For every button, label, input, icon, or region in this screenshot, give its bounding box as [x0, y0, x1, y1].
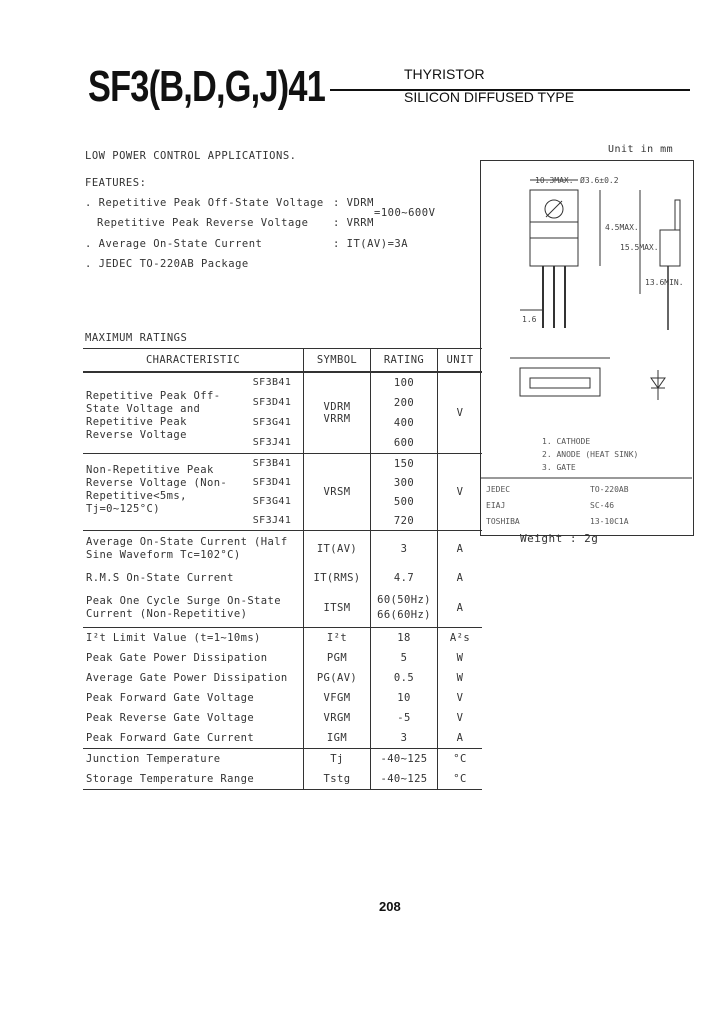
rating-cell: 600	[371, 433, 438, 454]
symbol-text: VRRM	[323, 413, 351, 425]
unit-cell: V	[438, 372, 483, 454]
col-symbol: SYMBOL	[304, 349, 371, 373]
feature-symbol: : IT(AV)=3A	[333, 238, 409, 250]
std-code: SC-46	[590, 501, 615, 510]
characteristic-cell: Average On-State Current (Half Sine Waveform Tc=102°C)	[83, 531, 304, 568]
version-cell: SF3J41	[252, 514, 292, 526]
unit-cell: W	[438, 668, 483, 688]
feature-item: . Repetitive Peak Off-State Voltage	[85, 197, 324, 209]
unit-cell: V	[438, 454, 483, 531]
tab-outline	[530, 190, 578, 238]
part-number-title: SF3(B,D,G,J)41	[88, 62, 326, 111]
symbol-cell: IT(RMS)	[304, 567, 371, 589]
version-cell: SF3D41	[252, 397, 292, 408]
rating-cell: 0.5	[371, 668, 438, 688]
rating-cell: 4.7	[371, 567, 438, 589]
characteristic-cell: Storage Temperature Range	[83, 769, 304, 790]
group2-characteristic: Non-Repetitive Peak Reverse Voltage (Non-Repetitive<5ms, Tj=0~125°C)	[83, 454, 241, 531]
unit-cell: A	[438, 531, 483, 568]
rating-cell: -40~125	[371, 749, 438, 770]
table-row	[83, 454, 482, 474]
symbol-cell: IGM	[304, 728, 371, 749]
symbol-cell: VRGM	[304, 708, 371, 728]
body-outline	[530, 222, 578, 266]
table-row	[83, 769, 482, 790]
dim-text: 13.6MIN.	[645, 278, 684, 287]
rating-cell: 200	[371, 393, 438, 413]
table-row	[83, 531, 482, 568]
dim-text: 4.5MAX.	[605, 223, 639, 232]
unit-cell: A	[438, 589, 483, 628]
symbol-text: VDRM	[323, 401, 351, 413]
version-cell: SF3D41	[252, 476, 292, 488]
characteristic-cell: I²t Limit Value (t=1~10ms)	[83, 628, 304, 649]
side-view-tab	[675, 200, 680, 230]
characteristic-cell: R.M.S On-State Current	[86, 571, 234, 584]
unit-cell: V	[438, 688, 483, 708]
dim-text: 1.6	[522, 315, 537, 324]
unit-cell: W	[438, 648, 483, 668]
std-name: TOSHIBA	[486, 517, 520, 526]
feature-item: . JEDEC TO-220AB Package	[85, 258, 249, 270]
unit-cell: V	[438, 708, 483, 728]
group2-symbol: VRSM	[304, 454, 371, 531]
symbol-cell: Tstg	[304, 769, 371, 790]
group1-characteristic: Repetitive Peak Off-State Voltage and Repetitive Peak Reverse Voltage	[86, 390, 221, 441]
col-unit: UNIT	[438, 349, 483, 373]
application-line: LOW POWER CONTROL APPLICATIONS.	[85, 150, 297, 162]
dim-text: 10.3MAX.	[535, 176, 574, 185]
features-title: FEATURES:	[85, 177, 147, 189]
characteristic-cell: Peak Reverse Gate Voltage	[86, 711, 255, 724]
rating-cell: 400	[371, 413, 438, 433]
dim-text: Ø3.6±0.2	[580, 176, 619, 185]
std-code: 13-10C1A	[590, 517, 629, 526]
feature-symbol: : VDRM	[333, 197, 374, 209]
std-name: EIAJ	[486, 501, 506, 510]
dim-text: 15.5MAX.	[620, 243, 659, 252]
symbol-cell: IT(AV)	[304, 531, 371, 568]
characteristic-cell: Peak Gate Power Dissipation	[86, 651, 268, 664]
rating-cell: 720	[371, 511, 438, 531]
max-ratings-title: MAXIMUM RATINGS	[85, 332, 188, 344]
rating-cell: -5	[371, 708, 438, 728]
feature-symbol: : VRRM	[333, 217, 374, 229]
version-cell: SF3G41	[252, 495, 292, 507]
rating-cell: -40~125	[371, 769, 438, 790]
table-row	[83, 688, 482, 708]
unit-cell: A²s	[438, 628, 483, 649]
rating-cell: 150	[371, 454, 438, 474]
version-cell: SF3G41	[252, 417, 292, 428]
bottom-view-outline	[520, 368, 600, 396]
characteristic-cell: Average Gate Power Dissipation	[86, 671, 288, 684]
table-row	[83, 708, 482, 728]
table-row	[83, 372, 482, 393]
rating-cell: 100	[371, 372, 438, 393]
unit-label: Unit in mm	[608, 144, 674, 155]
rating-cell: 60(50Hz) 66(60Hz)	[371, 589, 438, 628]
symbol-cell: ITSM	[304, 589, 371, 628]
table-header-row	[83, 349, 482, 373]
col-characteristic: CHARACTERISTIC	[83, 349, 304, 373]
rating-cell: 3	[371, 728, 438, 749]
feature-item: Repetitive Peak Reverse Voltage	[97, 217, 309, 229]
bottom-view-inner	[530, 378, 590, 388]
symbol-cell: I²t	[304, 628, 371, 649]
unit-cell: °C	[438, 769, 483, 790]
symbol-cell: Tj	[304, 749, 371, 770]
version-cell: SF3B41	[241, 454, 304, 474]
table-row	[83, 628, 482, 649]
rating-cell: 3	[371, 531, 438, 568]
package-drawing	[480, 160, 694, 536]
characteristic-cell: Peak Forward Gate Current	[86, 731, 255, 744]
process-type: SILICON DIFFUSED TYPE	[404, 89, 575, 105]
pin-legend: 2. ANODE (HEAT SINK)	[542, 450, 639, 459]
weight-label: Weight : 2g	[520, 532, 599, 545]
rating-cell: 500	[371, 492, 438, 511]
table-row	[83, 668, 482, 688]
rating-cell: 5	[371, 648, 438, 668]
version-cell: SF3J41	[252, 437, 292, 448]
table-row	[83, 567, 482, 589]
rating-cell: 300	[371, 473, 438, 492]
col-rating: RATING	[371, 349, 438, 373]
std-name: JEDEC	[486, 485, 511, 494]
feature-item: . Average On-State Current	[85, 238, 263, 250]
symbol-cell: VFGM	[304, 688, 371, 708]
table-row	[83, 728, 482, 749]
unit-cell: A	[438, 728, 483, 749]
rating-cell: 10	[371, 688, 438, 708]
unit-cell: °C	[438, 749, 483, 770]
side-view-body	[660, 230, 680, 266]
page-number: 208	[379, 899, 401, 914]
characteristic-cell: Junction Temperature	[83, 749, 304, 770]
symbol-cell: PGM	[304, 648, 371, 668]
pin-legend: 3. GATE	[542, 463, 576, 472]
std-code: TO-220AB	[590, 485, 629, 494]
hole-mark	[546, 201, 562, 217]
symbol-cell: PG(AV)	[304, 668, 371, 688]
table-row	[83, 589, 482, 628]
max-ratings-table	[83, 348, 482, 790]
rating-cell: 18	[371, 628, 438, 649]
characteristic-cell: Peak One Cycle Surge On-State Current (Non-Repetitive)	[86, 595, 281, 620]
table-row	[83, 749, 482, 770]
group1-symbol	[304, 372, 371, 454]
pin-legend: 1. CATHODE	[542, 437, 591, 446]
version-cell: SF3B41	[252, 377, 292, 388]
table-row	[83, 648, 482, 668]
characteristic-cell: Peak Forward Gate Voltage	[86, 691, 255, 704]
unit-cell: A	[438, 567, 483, 589]
voltage-range: =100~600V	[374, 207, 436, 219]
device-type: THYRISTOR	[404, 66, 485, 82]
